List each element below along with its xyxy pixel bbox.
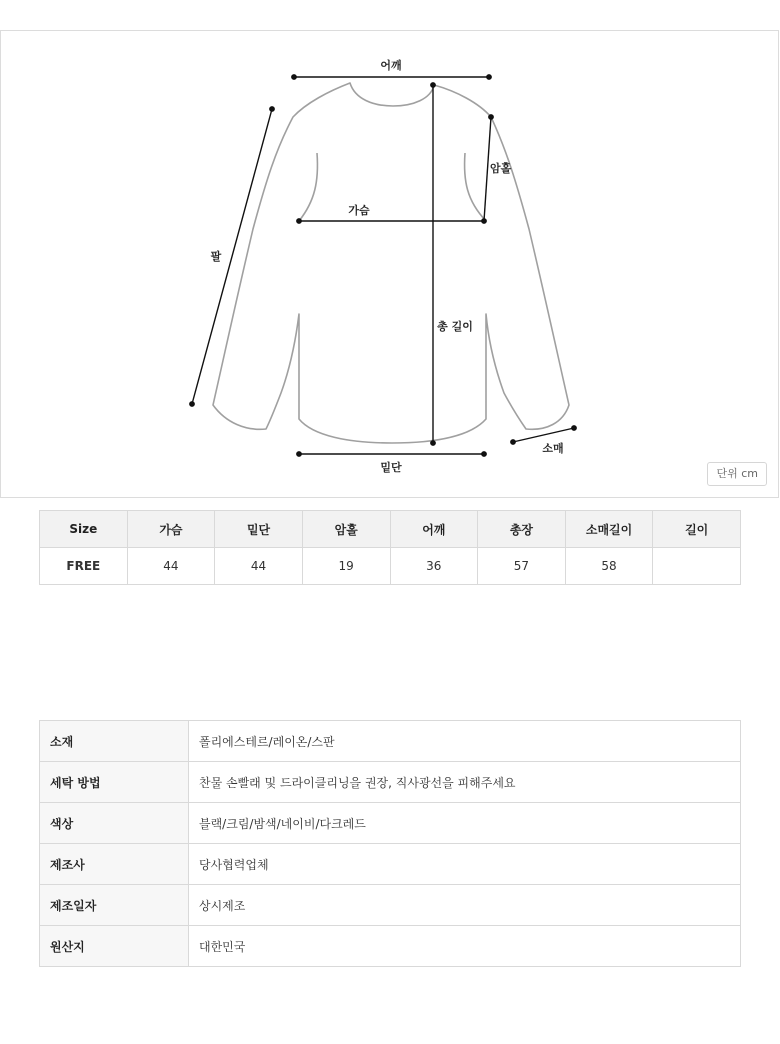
info-row-manufacture-date xyxy=(40,885,741,926)
size-table-header-row xyxy=(40,511,741,548)
size-table xyxy=(39,510,741,585)
info-value: 상시제조 xyxy=(189,885,741,926)
info-value: 당사협력업체 xyxy=(189,844,741,885)
label-shoulder: 어깨 xyxy=(380,59,402,72)
info-value: 대한민국 xyxy=(189,926,741,967)
info-row-washing xyxy=(40,762,741,803)
info-label: 세탁 방법 xyxy=(40,762,189,803)
header-size: Size xyxy=(40,511,128,548)
size-name-cell: FREE xyxy=(40,548,128,585)
measurement-labels xyxy=(211,58,564,474)
chest-cell: 44 xyxy=(127,548,215,585)
info-row-origin xyxy=(40,926,741,967)
header-hem: 밑단 xyxy=(215,511,303,548)
header-armhole: 암홀 xyxy=(302,511,390,548)
header-shoulder: 어깨 xyxy=(390,511,478,548)
info-row-manufacturer xyxy=(40,844,741,885)
info-label: 색상 xyxy=(40,803,189,844)
label-sleeve-cuff: 소매 xyxy=(542,442,564,455)
info-label: 제조일자 xyxy=(40,885,189,926)
sleeve-length-cell: 58 xyxy=(565,548,653,585)
unit-badge: 단위 cm xyxy=(707,462,767,486)
info-value: 블랙/크림/밤색/네이비/다크레드 xyxy=(189,803,741,844)
garment-illustration xyxy=(1,31,780,499)
measurement-lines xyxy=(190,75,576,456)
size-diagram xyxy=(0,30,779,498)
product-info-table xyxy=(39,720,741,967)
header-chest: 가슴 xyxy=(127,511,215,548)
label-sleeve-arm: 팔 xyxy=(210,250,222,263)
table-row xyxy=(40,548,741,585)
shoulder-cell: 36 xyxy=(390,548,478,585)
info-value: 폴리에스테르/레이온/스판 xyxy=(189,721,741,762)
armhole-cell: 19 xyxy=(302,548,390,585)
header-sleeve-length: 소매길이 xyxy=(565,511,653,548)
info-row-color xyxy=(40,803,741,844)
label-hem: 밑단 xyxy=(380,461,402,474)
label-chest: 가슴 xyxy=(348,204,370,217)
info-label: 소재 xyxy=(40,721,189,762)
info-label: 제조사 xyxy=(40,844,189,885)
info-value: 찬물 손빨래 및 드라이클리닝을 권장, 직사광선을 피해주세요 xyxy=(189,762,741,803)
garment-outline xyxy=(210,83,569,443)
hem-cell: 44 xyxy=(215,548,303,585)
header-total-length: 총장 xyxy=(478,511,566,548)
label-armhole: 암홀 xyxy=(490,162,512,175)
info-label: 원산지 xyxy=(40,926,189,967)
header-length: 길이 xyxy=(653,511,741,548)
length-cell xyxy=(653,548,741,585)
total-length-cell: 57 xyxy=(478,548,566,585)
label-total-length: 총 길이 xyxy=(437,320,473,333)
info-row-material xyxy=(40,721,741,762)
